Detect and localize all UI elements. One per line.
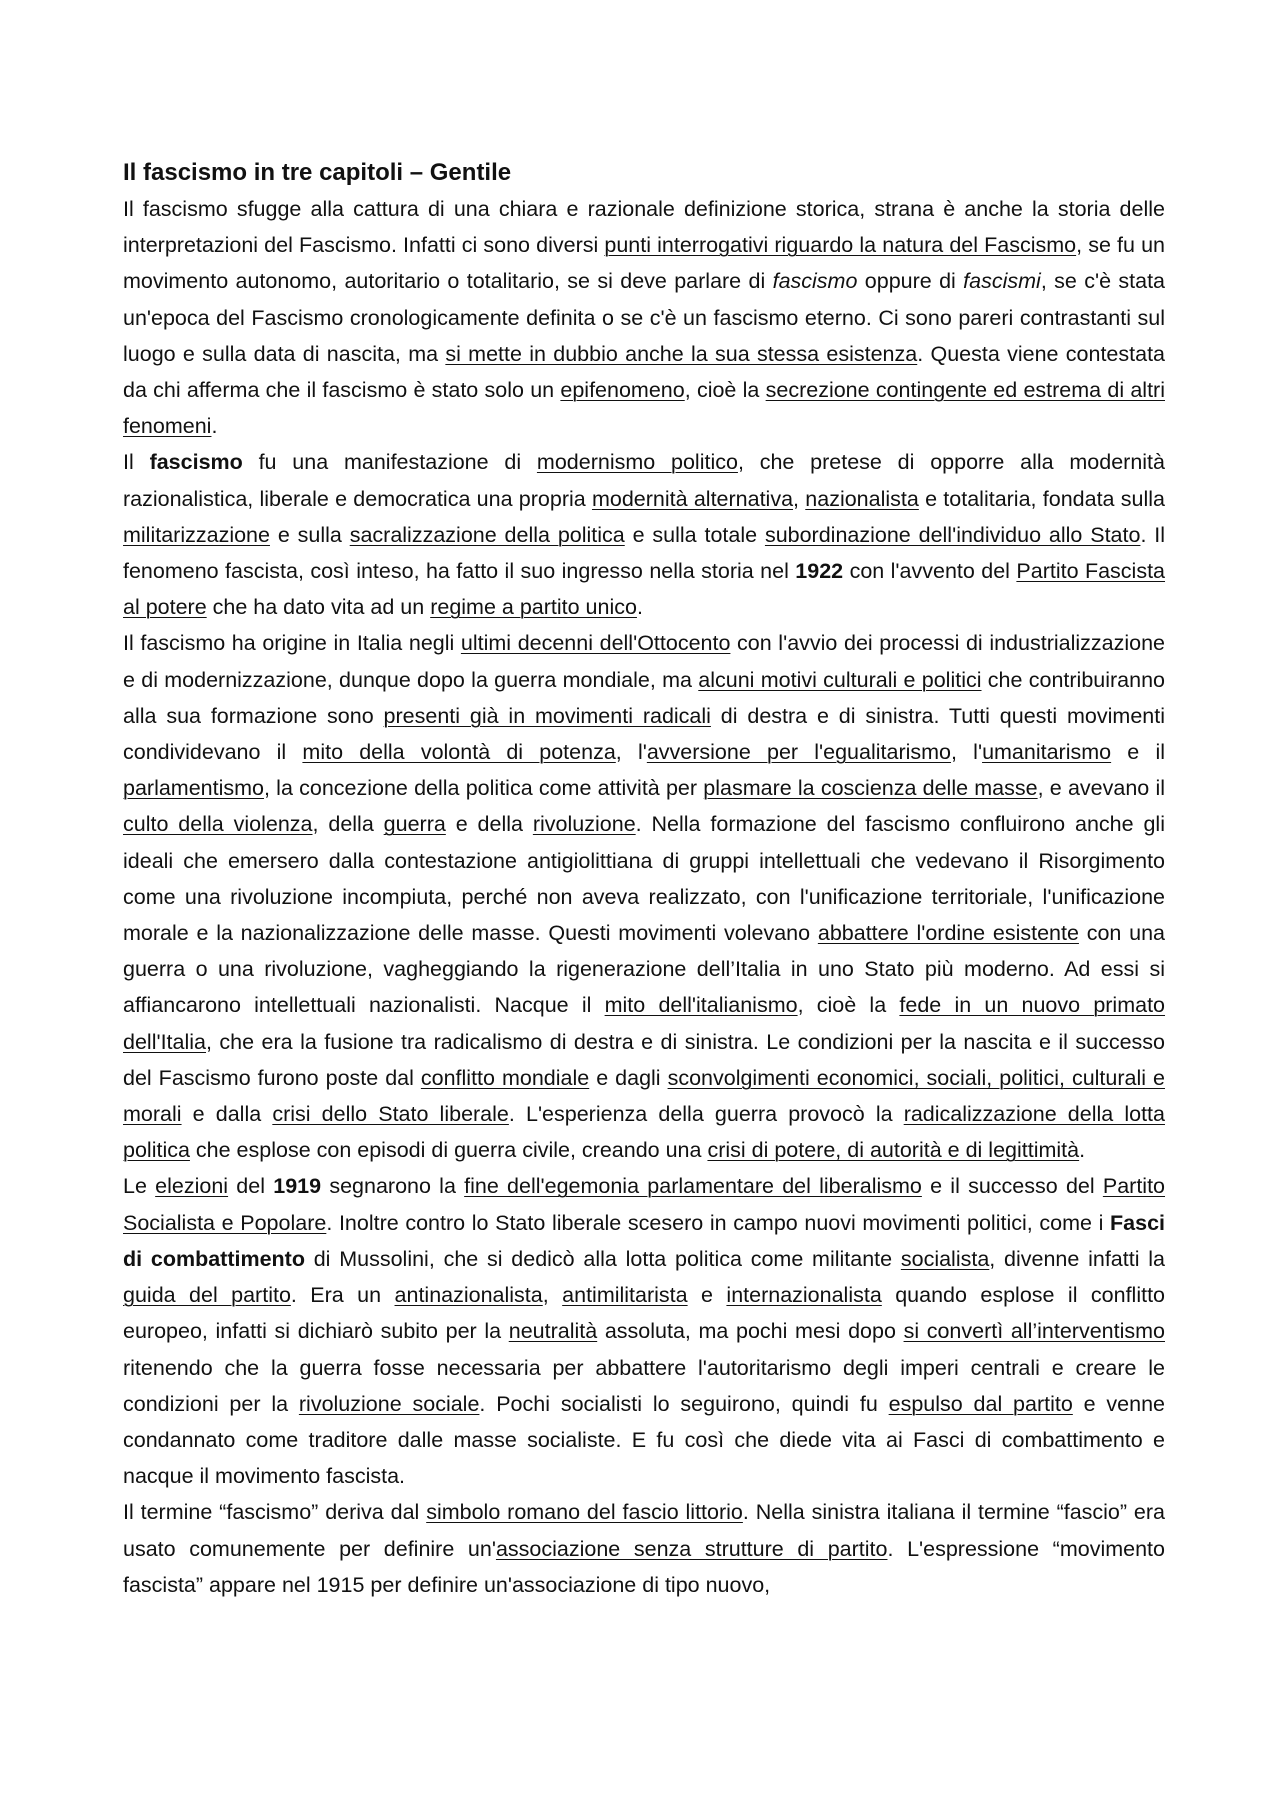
underlined-text: epifenomeno — [560, 378, 685, 403]
text-run: , della — [312, 812, 384, 837]
text-run: . L'esperienza della guerra provocò la — [508, 1102, 904, 1127]
paragraph — [123, 1168, 1165, 1494]
text-run: , cioè la — [797, 993, 900, 1018]
text-run: , cioè la — [684, 378, 766, 403]
underlined-text: neutralità — [508, 1319, 598, 1344]
text-run: Le — [123, 1174, 156, 1199]
text-run: e il — [1111, 740, 1165, 765]
paragraph — [123, 191, 1165, 444]
underlined-text: elezioni — [155, 1174, 229, 1199]
underlined-text: crisi dello Stato liberale — [272, 1102, 509, 1127]
text-run: e dagli — [589, 1065, 668, 1090]
italic-text: fascismi — [963, 269, 1041, 294]
text-run: e venne condannato come traditore dalle masse socialiste. E fu così che diede vita ai Fasci di combattimento e nacque il movimento fascista. — [123, 1391, 1166, 1489]
underlined-text: culto della violenza — [123, 812, 313, 837]
text-run: . Questa viene contestata da chi afferma che il fascismo è stato solo un — [123, 341, 1166, 403]
underlined-text: sacralizzazione della politica — [349, 522, 625, 547]
text-run: con una guerra o una rivoluzione, vagheggiando la rigenerazione dell’Italia in uno Stato più moderno. Ad essi si affiancarono intellettuali nazionalisti. Nacque il — [123, 921, 1165, 1018]
underlined-text: modernità alternativa — [591, 486, 794, 511]
underlined-text: subordinazione dell'individuo allo Stato — [764, 522, 1141, 547]
underlined-text: antinazionalista — [394, 1283, 543, 1308]
underlined-text: mito della volontà di potenza — [302, 740, 616, 765]
text-run: . — [1079, 1138, 1086, 1163]
underlined-text: nazionalista — [805, 486, 919, 511]
document-page — [123, 155, 1165, 1603]
underlined-text: fede in un nuovo primato dell'Italia — [123, 993, 1166, 1054]
underlined-text: abbattere l'ordine esistente — [817, 921, 1079, 946]
underlined-text: espulso dal partito — [888, 1391, 1073, 1416]
underlined-text: alcuni motivi culturali e politici — [698, 667, 982, 692]
underlined-text: guerra — [383, 812, 446, 837]
underlined-text: Partito Socialista e Popolare — [123, 1174, 1166, 1235]
underlined-text: ultimi decenni dell'Ottocento — [460, 631, 731, 656]
text-run: , che pretese di opporre alla modernità razionalistica, liberale e democratica una propria — [123, 450, 1165, 511]
underlined-text: regime a partito unico — [430, 595, 637, 620]
paragraph — [123, 444, 1165, 625]
bold-text: fascismo — [149, 450, 243, 475]
underlined-text: plasmare la coscienza delle masse — [703, 776, 1038, 801]
underlined-text: crisi di potere, di autorità e di legittimità — [707, 1138, 1080, 1163]
text-run: e — [687, 1283, 727, 1308]
text-run: di Mussolini, che si dedicò alla lotta politica come militante — [304, 1246, 901, 1271]
text-run: e sulla — [269, 522, 350, 547]
text-run: con l'avvento del — [843, 559, 1017, 584]
text-run: e totalitaria, fondata sulla — [918, 486, 1165, 511]
text-run: e il successo del — [921, 1174, 1103, 1199]
text-run: oppure di — [857, 269, 964, 294]
text-run: ritenendo che la guerra fosse necessaria per abbattere l'autoritarismo degli imperi centrali e creare le condizioni per la — [123, 1355, 1165, 1416]
document-title: Il fascismo in tre capitoli – Gentile — [123, 159, 512, 186]
text-run: che esplose con episodi di guerra civile, creando una — [189, 1138, 708, 1163]
bold-text: 1922 — [795, 559, 844, 584]
underlined-text: fine dell'egemonia parlamentare del liberalismo — [464, 1174, 922, 1199]
underlined-text: rivoluzione sociale — [298, 1391, 480, 1416]
underlined-text: rivoluzione — [532, 812, 636, 837]
italic-text: fascismo — [772, 269, 858, 294]
text-run: Il termine “fascismo” deriva dal — [123, 1500, 427, 1525]
text-run: , divenne infatti la — [989, 1246, 1165, 1271]
text-run: , l' — [951, 740, 983, 765]
underlined-text: conflitto mondiale — [420, 1065, 590, 1090]
text-run: e sulla totale — [624, 522, 765, 547]
underlined-text: presenti già in movimenti radicali — [383, 703, 711, 728]
bold-text: 1919 — [273, 1174, 322, 1199]
underlined-text: mito dell'italianismo — [604, 993, 798, 1018]
text-run: che ha dato vita ad un — [206, 595, 431, 620]
underlined-text: umanitarismo — [982, 740, 1112, 765]
underlined-text: socialista — [900, 1246, 990, 1271]
text-run: fu una manifestazione di — [242, 450, 537, 475]
text-run: . Pochi socialisti lo seguirono, quindi fu — [479, 1391, 889, 1416]
text-run: . Nella sinistra italiana il termine “fascio” era usato comunemente per definire un' — [123, 1500, 1165, 1561]
underlined-text: simbolo romano del fascio littorio — [426, 1500, 743, 1525]
text-run: che contribuiranno alla sua formazione sono — [123, 667, 1165, 728]
text-run: , — [542, 1283, 563, 1308]
text-run: e della — [445, 812, 533, 837]
text-run: . L'espressione “movimento fascista” appare nel 1915 per definire un'associazione di tipo nuovo, — [123, 1536, 1165, 1597]
text-run: , l' — [615, 740, 647, 765]
underlined-text: punti interrogativi riguardo la natura del Fascismo — [604, 233, 1077, 258]
text-run: , se c'è stata un'epoca del Fascismo cronologicamente definita o se c'è un fascismo eterno. Ci sono pareri contrastanti sul luogo e sulla data di nascita, ma — [123, 269, 1165, 366]
text-run: Il — [123, 450, 150, 475]
underlined-text: associazione senza strutture di partito — [495, 1536, 888, 1561]
text-run: , e avevano il — [1037, 776, 1165, 801]
underlined-text: antimilitarista — [562, 1283, 688, 1308]
text-run: . Il fenomeno fascista, così inteso, ha fatto il suo ingresso nella storia nel — [123, 522, 1166, 584]
text-run: , la concezione della politica come attività per — [264, 776, 704, 801]
underlined-text: internazionalista — [726, 1283, 882, 1308]
text-run: . Inoltre contro lo Stato liberale scesero in campo nuovi movimenti politici, come i — [326, 1210, 1111, 1235]
underlined-text: sconvolgimenti economici, sociali, politici, culturali e morali — [123, 1065, 1165, 1127]
text-run: e dalla — [181, 1102, 273, 1127]
underlined-text: si convertì all’interventismo — [903, 1319, 1165, 1344]
text-run: quando esplose il conflitto europeo, infatti si dichiarò subito per la — [123, 1283, 1165, 1344]
underlined-text: si mette in dubbio anche la sua stessa esistenza — [445, 341, 918, 366]
bold-text: Fasci di combattimento — [123, 1210, 1165, 1271]
text-run: Il fascismo ha origine in Italia negli — [123, 631, 461, 656]
text-run: segnarono la — [321, 1174, 465, 1199]
text-run: . — [636, 595, 643, 620]
text-run: assoluta, ma pochi mesi dopo — [597, 1319, 904, 1344]
text-run: , che era la fusione tra radicalismo di destra e di sinistra. Le condizioni per la nascita e il successo del Fascismo furono poste dal — [123, 1029, 1165, 1090]
text-run: , — [793, 486, 806, 511]
underlined-text: radicalizzazione della lotta politica — [123, 1102, 1165, 1163]
text-run: , se fu un movimento autonomo, autoritario o totalitario, se si deve parlare di — [123, 233, 1165, 294]
text-run: di destra e di sinistra. Tutti questi movimenti condividevano il — [123, 703, 1165, 765]
text-run: . Era un — [290, 1283, 395, 1308]
underlined-text: modernismo politico — [536, 450, 738, 475]
underlined-text: avversione per l'egualitarismo — [646, 740, 952, 765]
paragraph — [123, 1494, 1165, 1603]
text-run: Il fascismo sfugge alla cattura di una chiara e razionale definizione storica, strana è anche la storia delle interpretazioni del Fascismo. Infatti ci sono diversi — [123, 197, 1165, 258]
underlined-text: parlamentismo — [123, 776, 264, 801]
underlined-text: Partito Fascista al potere — [123, 559, 1166, 620]
paragraph — [123, 625, 1165, 1168]
text-run: del — [228, 1174, 274, 1199]
underlined-text: guida del partito — [123, 1283, 291, 1308]
text-run: con l'avvio dei processi di industrializzazione e di modernizzazione, dunque dopo la guerra mondiale, ma — [123, 631, 1165, 692]
underlined-text: militarizzazione — [123, 522, 270, 547]
text-run: . — [211, 414, 218, 439]
text-run: . Nella formazione del fascismo confluirono anche gli ideali che emersero dalla contestazione antigiolittiana di gruppi intellettuali che vedevano il Risorgimento come una rivoluzione incompiuta, perché non aveva realizzato, con l'unificazione territoriale, l'unificazione morale e la nazionalizzazione delle masse. Questi movimenti volevano — [123, 812, 1165, 946]
underlined-text: secrezione contingente ed estrema di altri fenomeni — [123, 378, 1165, 439]
